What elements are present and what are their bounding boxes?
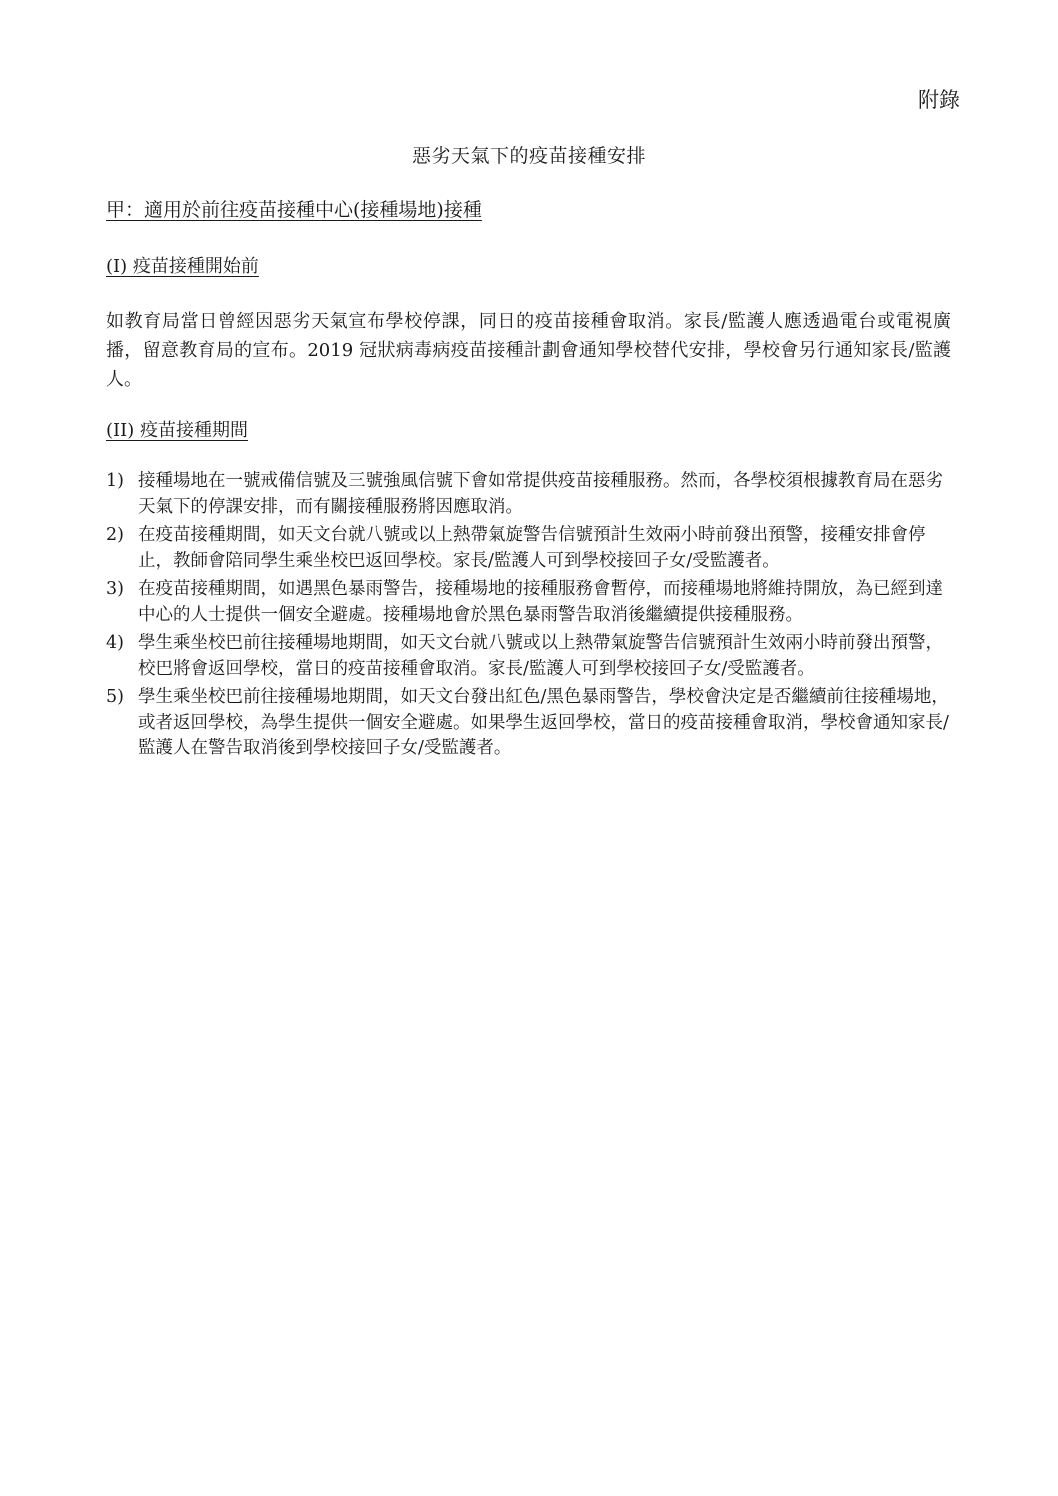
list-item <box>106 685 956 762</box>
list-item-text: 學生乘坐校巴前往接種場地期間，如天文台發出紅色/黑色暴雨警告，學校會決定是否繼續前往接種場地，或者返回學校，為學生提供一個安全避處。如果學生返回學校，當日的疫苗接種會取消，學校會通知家長/監護人在警告取消後到學校接回子女/受監護者。 <box>138 687 949 758</box>
subsection-heading-before-vaccination: (I) 疫苗接種開始前 <box>106 256 259 277</box>
list-item <box>106 631 956 682</box>
section-heading: 甲：適用於前往疫苗接種中心(接種場地)接種 <box>106 199 482 221</box>
list-item-text: 在疫苗接種期間，如遇黑色暴雨警告，接種場地的接種服務會暫停，而接種場地將維持開放，為已經到達中心的人士提供一個安全避處。接種場地會於黑色暴雨警告取消後繼續提供接種服務。 <box>138 579 943 625</box>
list-item-text: 學生乘坐校巴前往接種場地期間，如天文台就八號或以上熱帶氣旋警告信號預計生效兩小時前發出預警，校巴將會返回學校，當日的疫苗接種會取消。家長/監護人可到學校接回子女/受監護者。 <box>138 633 943 679</box>
list-item <box>106 577 956 628</box>
appendix-label: 附錄 <box>918 88 960 112</box>
list-item-number: 4) <box>106 633 124 653</box>
list-item-number: 1) <box>106 471 124 491</box>
list-item-text: 在疫苗接種期間，如天文台就八號或以上熱帶氣旋警告信號預計生效兩小時前發出預警，接種安排會停止，教師會陪同學生乘坐校巴返回學校。家長/監護人可到學校接回子女/受監護者。 <box>138 525 926 571</box>
before-vaccination-paragraph: 如教育局當日曾經因惡劣天氣宣布學校停課，同日的疫苗接種會取消。家長/監護人應透過電台或電視廣播，留意教育局的宣布。2019 冠狀病毒病疫苗接種計劃會通知學校替代安排，學校會另行通知家長/監護人。 <box>106 311 951 390</box>
document-title: 惡劣天氣下的疫苗接種安排 <box>411 145 646 167</box>
list-item-number: 2) <box>106 525 124 545</box>
list-item-text: 接種場地在一號戒備信號及三號強風信號下會如常提供疫苗接種服務。然而，各學校須根據教育局在惡劣天氣下的停課安排，而有關接種服務將因應取消。 <box>138 471 943 517</box>
list-item-number: 3) <box>106 579 124 599</box>
list-item <box>106 523 956 574</box>
list-item <box>106 469 956 520</box>
arrangement-list <box>106 469 956 765</box>
subsection-heading-during-vaccination: (II) 疫苗接種期間 <box>106 420 248 441</box>
list-item-number: 5) <box>106 687 124 707</box>
